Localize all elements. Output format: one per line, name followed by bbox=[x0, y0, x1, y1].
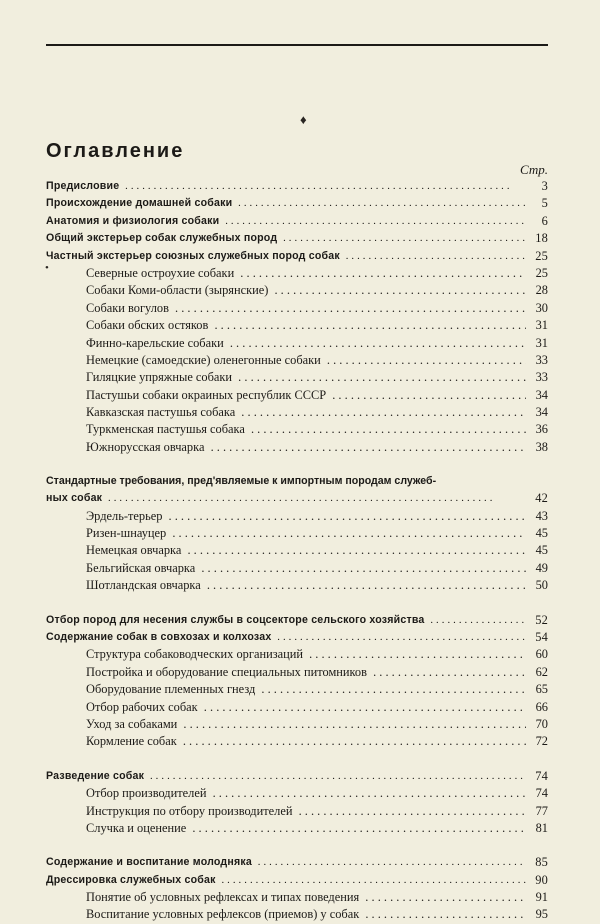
toc-entry-title: Структура собаководческих организаций bbox=[86, 647, 306, 661]
toc-entry-page: 31 bbox=[526, 317, 548, 334]
toc-entry-leader bbox=[86, 335, 526, 352]
section-gap bbox=[46, 456, 548, 473]
toc-group bbox=[46, 768, 548, 838]
toc-entry-title: Отбор производителей bbox=[86, 786, 209, 800]
toc-entry-title: Кавказская пастушья собака bbox=[86, 405, 238, 419]
toc-entry-leader bbox=[86, 889, 526, 906]
toc-entry-leader bbox=[86, 352, 526, 369]
toc-entry-leader bbox=[86, 317, 526, 334]
toc-entry bbox=[46, 542, 548, 559]
toc-entry-title: Немецкая овчарка bbox=[86, 543, 184, 557]
toc-entry-leader bbox=[46, 629, 526, 646]
toc-entry bbox=[46, 525, 548, 542]
toc-entry-title: Инструкция по отбору производителей bbox=[86, 804, 295, 818]
toc-entry-page: 50 bbox=[526, 577, 548, 594]
toc-entry bbox=[46, 768, 548, 785]
section-gap bbox=[46, 751, 548, 768]
toc-entry-title: Воспитание условных рефлексов (приемов) у собак bbox=[86, 907, 362, 921]
toc-entry-page: 36 bbox=[526, 421, 548, 438]
toc-entry-page: 33 bbox=[526, 369, 548, 386]
table-of-contents bbox=[46, 178, 548, 924]
toc-entry-title: Отбор пород для несения службы в соцсекторе сельского хозяйства bbox=[46, 614, 428, 626]
toc-entry-page: 31 bbox=[526, 335, 548, 352]
toc-entry-leader bbox=[46, 248, 526, 265]
ink-speck: • bbox=[45, 262, 49, 274]
toc-entry-page: 3 bbox=[526, 178, 548, 195]
toc-entry bbox=[46, 664, 548, 681]
toc-entry-leader bbox=[86, 664, 526, 681]
toc-entry bbox=[46, 352, 548, 369]
toc-entry bbox=[46, 733, 548, 750]
toc-entry-page: 62 bbox=[526, 664, 548, 681]
toc-entry bbox=[46, 699, 548, 716]
toc-entry-title: Собаки Коми-области (зырянские) bbox=[86, 283, 271, 297]
toc-entry bbox=[46, 213, 548, 230]
toc-entry-title: Кормление собак bbox=[86, 734, 180, 748]
toc-entry bbox=[46, 178, 548, 195]
toc-entry-title: Шотландская овчарка bbox=[86, 578, 204, 592]
toc-entry bbox=[46, 282, 548, 299]
toc-entry-leader bbox=[46, 230, 526, 247]
toc-entry-title: Немецкие (самоедские) оленегонные собаки bbox=[86, 353, 324, 367]
toc-entry-page: 45 bbox=[526, 525, 548, 542]
toc-entry-title: Ризен-шнауцер bbox=[86, 526, 169, 540]
toc-entry bbox=[46, 230, 548, 247]
toc-entry-title: Бельгийская овчарка bbox=[86, 561, 198, 575]
toc-entry-title: Случка и оценение bbox=[86, 821, 189, 835]
toc-entry-page: 30 bbox=[526, 300, 548, 317]
toc-entry bbox=[46, 421, 548, 438]
toc-entry-page: 34 bbox=[526, 387, 548, 404]
toc-entry bbox=[46, 612, 548, 629]
toc-entry-page: 74 bbox=[526, 768, 548, 785]
toc-entry-leader bbox=[86, 404, 526, 421]
toc-entry bbox=[46, 439, 548, 456]
toc-entry-page: 38 bbox=[526, 439, 548, 456]
toc-group bbox=[46, 612, 548, 751]
toc-entry-title: Собаки обских остяков bbox=[86, 318, 211, 332]
toc-entry bbox=[46, 335, 548, 352]
section-gap bbox=[46, 837, 548, 854]
toc-entry-page: 74 bbox=[526, 785, 548, 802]
toc-entry-leader bbox=[86, 439, 526, 456]
toc-entry-page: 77 bbox=[526, 803, 548, 820]
toc-entry-title: Содержание и воспитание молодняка bbox=[46, 856, 255, 868]
toc-entry bbox=[46, 265, 548, 282]
toc-entry bbox=[46, 889, 548, 906]
toc-group bbox=[46, 178, 548, 456]
toc-entry-page: 66 bbox=[526, 699, 548, 716]
section-gap bbox=[46, 595, 548, 612]
toc-entry-page: 70 bbox=[526, 716, 548, 733]
toc-entry-title: Содержание собак в совхозах и колхозах bbox=[46, 631, 274, 643]
toc-entry-wrapped-line: Стандартные требования, пред'являемые к импортным породам служеб- bbox=[46, 475, 437, 488]
toc-entry-leader bbox=[86, 421, 526, 438]
toc-entry-leader bbox=[86, 785, 526, 802]
toc-entry-title: Частный экстерьер союзных служебных пород собак bbox=[46, 250, 343, 262]
toc-entry-leader bbox=[86, 300, 526, 317]
toc-entry bbox=[46, 560, 548, 577]
toc-entry-leader bbox=[46, 612, 526, 629]
toc-entry-page: 90 bbox=[526, 872, 548, 889]
toc-entry-page: 43 bbox=[526, 508, 548, 525]
toc-entry bbox=[46, 629, 548, 646]
toc-entry-leader bbox=[86, 716, 526, 733]
toc-entry-title: Финно-карельские собаки bbox=[86, 336, 227, 350]
toc-entry-page: 25 bbox=[526, 248, 548, 265]
toc-entry-title: Разведение собак bbox=[46, 770, 147, 782]
ink-speck: ♦ bbox=[300, 112, 307, 127]
toc-entry bbox=[46, 300, 548, 317]
toc-entry-leader bbox=[46, 872, 526, 889]
toc-entry-title: Северные остроухие собаки bbox=[86, 266, 237, 280]
toc-entry-title: Постройка и оборудование специальных питомников bbox=[86, 665, 370, 679]
toc-entry-title: Собаки вогулов bbox=[86, 301, 172, 315]
toc-entry-page: 18 bbox=[526, 230, 548, 247]
toc-entry bbox=[46, 681, 548, 698]
toc-entry-page: 65 bbox=[526, 681, 548, 698]
toc-entry bbox=[46, 577, 548, 594]
toc-entry-leader bbox=[46, 490, 526, 507]
toc-entry-leader bbox=[86, 387, 526, 404]
toc-entry-leader bbox=[86, 282, 526, 299]
toc-entry bbox=[46, 195, 548, 212]
toc-entry-title: ных собак bbox=[46, 492, 105, 504]
toc-entry-title: Дрессировка служебных собак bbox=[46, 874, 219, 886]
toc-entry-leader bbox=[86, 699, 526, 716]
toc-group bbox=[46, 490, 548, 594]
toc-entry bbox=[46, 646, 548, 663]
toc-entry-leader bbox=[86, 265, 526, 282]
toc-entry-leader bbox=[86, 803, 526, 820]
toc-entry-title: Эрдель-терьер bbox=[86, 509, 165, 523]
toc-entry-leader bbox=[86, 906, 526, 923]
toc-entry-page: 91 bbox=[526, 889, 548, 906]
toc-entry-title: Уход за собаками bbox=[86, 717, 180, 731]
toc-entry-page: 95 bbox=[526, 906, 548, 923]
toc-entry-page: 85 bbox=[526, 854, 548, 871]
toc-entry-leader bbox=[46, 854, 526, 871]
toc-entry-title: Отбор рабочих собак bbox=[86, 700, 201, 714]
toc-entry-leader bbox=[86, 542, 526, 559]
toc-entry-title: Южнорусская овчарка bbox=[86, 440, 207, 454]
page-column-label: Стр. bbox=[520, 162, 548, 177]
toc-entry-page: 33 bbox=[526, 352, 548, 369]
toc-entry-leader bbox=[46, 195, 526, 212]
toc-entry bbox=[46, 387, 548, 404]
toc-entry-leader bbox=[86, 681, 526, 698]
toc-entry bbox=[46, 404, 548, 421]
toc-entry-leader bbox=[86, 560, 526, 577]
toc-entry-title: Туркменская пастушья собака bbox=[86, 422, 248, 436]
toc-entry-title: Предисловие bbox=[46, 180, 122, 192]
toc-entry-title: Гиляцкие упряжные собаки bbox=[86, 370, 235, 384]
toc-entry-page: 5 bbox=[526, 195, 548, 212]
toc-entry-page: 60 bbox=[526, 646, 548, 663]
toc-entry-page: 34 bbox=[526, 404, 548, 421]
toc-entry-title: Анатомия и физиология собаки bbox=[46, 215, 222, 227]
toc-entry bbox=[46, 906, 548, 923]
toc-entry-leader bbox=[46, 178, 526, 195]
toc-entry-leader bbox=[86, 525, 526, 542]
toc-entry-leader bbox=[86, 508, 526, 525]
toc-entry bbox=[46, 803, 548, 820]
toc-entry-leader bbox=[86, 577, 526, 594]
toc-entry-title: Происхождение домашней собаки bbox=[46, 197, 235, 209]
toc-entry-leader bbox=[46, 768, 526, 785]
toc-entry-leader bbox=[86, 369, 526, 386]
page-title: Оглавление bbox=[46, 140, 185, 162]
toc-entry-leader bbox=[86, 820, 526, 837]
toc-entry-title: Пастушьи собаки окраиных республик СССР bbox=[86, 388, 329, 402]
toc-entry bbox=[46, 369, 548, 386]
toc-entry bbox=[46, 716, 548, 733]
toc-entry-leader bbox=[46, 213, 526, 230]
toc-entry-leader bbox=[86, 646, 526, 663]
toc-entry-leader bbox=[86, 733, 526, 750]
toc-entry-page: 28 bbox=[526, 282, 548, 299]
toc-entry-page: 25 bbox=[526, 265, 548, 282]
toc-entry-page: 81 bbox=[526, 820, 548, 837]
toc-entry-page: 42 bbox=[526, 490, 548, 507]
toc-entry bbox=[46, 854, 548, 871]
toc-entry-page: 49 bbox=[526, 560, 548, 577]
top-rule bbox=[46, 44, 548, 46]
toc-entry-page: 52 bbox=[526, 612, 548, 629]
toc-entry bbox=[46, 248, 548, 265]
toc-entry-title: Оборудование племенных гнезд bbox=[86, 682, 258, 696]
toc-entry bbox=[46, 820, 548, 837]
toc-entry-page: 72 bbox=[526, 733, 548, 750]
toc-entry-title: Понятие об условных рефлексах и типах поведения bbox=[86, 890, 362, 904]
toc-entry bbox=[46, 508, 548, 525]
toc-entry bbox=[46, 872, 548, 889]
toc-group bbox=[46, 854, 548, 924]
toc-entry-title: Общий экстерьер собак служебных пород bbox=[46, 232, 280, 244]
toc-entry bbox=[46, 785, 548, 802]
toc-entry-page: 45 bbox=[526, 542, 548, 559]
toc-entry-page: 54 bbox=[526, 629, 548, 646]
toc-entry bbox=[46, 317, 548, 334]
toc-entry bbox=[46, 490, 548, 507]
toc-entry-page: 6 bbox=[526, 213, 548, 230]
